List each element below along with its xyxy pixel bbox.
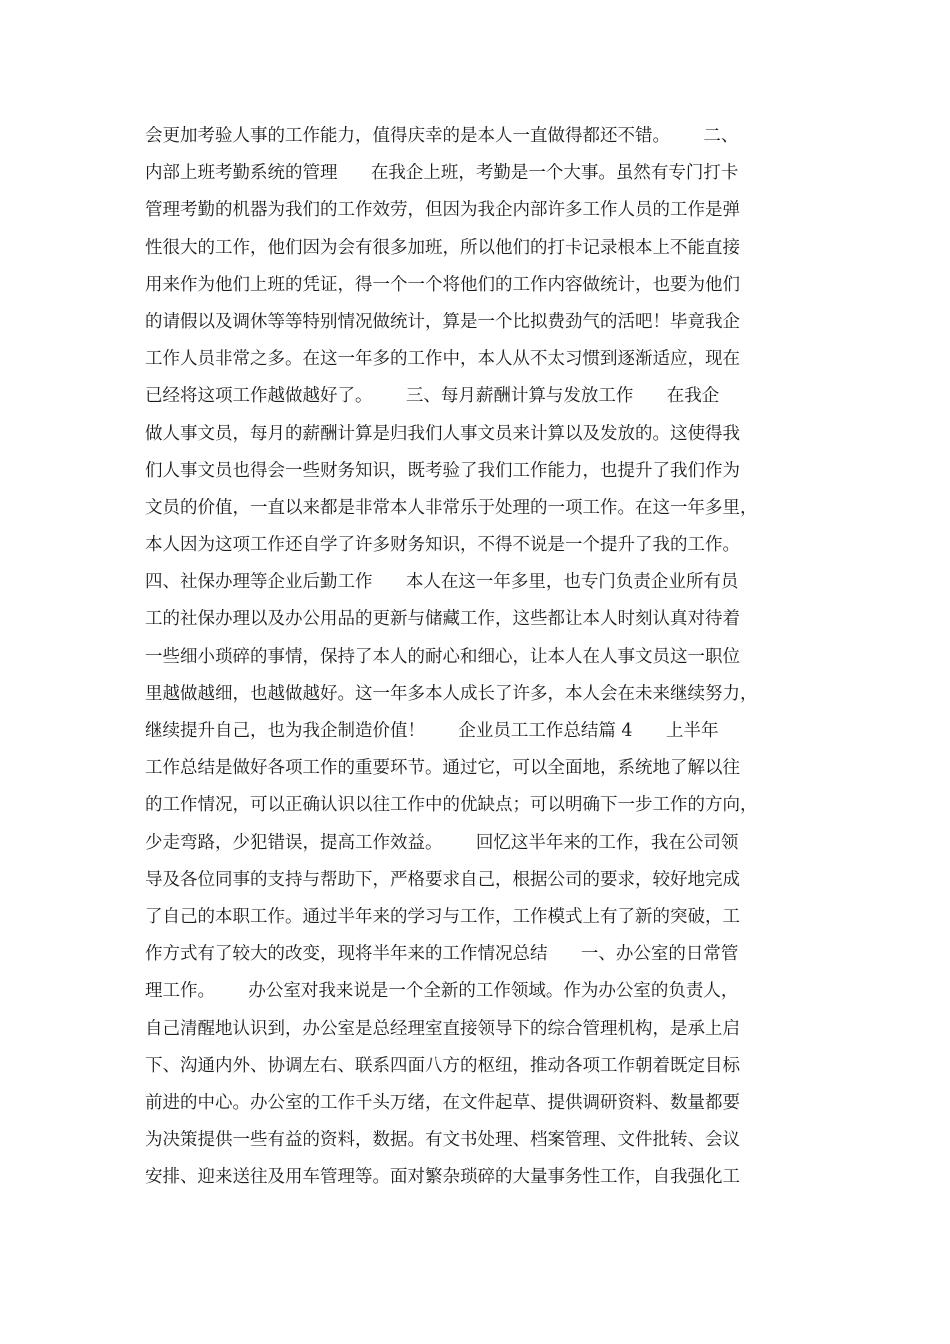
text-line: 做人事文员，每月的薪酬计算是归我们人事文员来计算以及发放的。这使得我 [145,423,740,444]
text-line: 导及各位同事的支持与帮助下，严格要求自己，根据公司的要求，较好地完成 [145,869,740,890]
text-line: 下、沟通内外、协调左右、联系四面八方的枢纽，推动各项工作朝着既定目标 [145,1055,740,1076]
text-line: 用来作为他们上班的凭证，得一个一个将他们的工作内容做统计，也要为他们 [145,274,740,295]
text-line: 的请假以及调休等等特别情况做统计，算是一个比拟费劲气的活吧！毕竟我企 [145,311,740,332]
text-line: 四、社保办理等企业后勤工作 本人在这一年多里，也专门负责企业所有员 [145,572,739,593]
text-line: 本人因为这项工作还自学了许多财务知识，不得不说是一个提升了我的工作。 [145,535,740,556]
text-line: 为决策提供一些有益的资料，数据。有文书处理、档案管理、文件批转、会议 [145,1130,740,1151]
text-line: 们人事文员也得会一些财务知识，既考验了我们工作能力，也提升了我们作为 [145,460,740,481]
text-line: 安排、迎来送往及用车管理等。面对繁杂琐碎的大量事务性工作，自我强化工 [145,1167,740,1188]
text-line: 内部上班考勤系统的管理 在我企上班，考勤是一个大事。虽然有专门打卡 [145,163,739,184]
text-line: 继续提升自己，也为我企制造价值！ 企业员工工作总结篇 4 上半年 [145,721,719,741]
text-line: 少走弯路，少犯错误，提高工作效益。 回忆这半年来的工作，我在公司领 [145,832,739,853]
text-line: 性很大的工作，他们因为会有很多加班，所以他们的打卡记录根本上不能直接 [145,237,740,258]
text-line: 里越做越细，也越做越好。这一年多本人成长了许多，本人会在未来继续努力， [145,683,758,704]
text-line: 工作人员非常之多。在这一年多的工作中，本人从不太习惯到逐渐适应，现在 [145,349,740,370]
text-line: 会更加考验人事的工作能力，值得庆幸的是本人一直做得都还不错。 二、 [145,126,739,146]
text-line: 前进的中心。办公室的工作千头万绪，在文件起草、提供调研资料、数量都要 [145,1092,740,1113]
text-line: 已经将这项工作越做越好了。 三、每月薪酬计算与发放工作 在我企 [145,386,720,407]
body-text [145,118,825,1196]
text-line: 工作总结是做好各项工作的重要环节。通过它，可以全面地，系统地了解以往 [145,758,740,779]
text-line: 文员的价值，一直以来都是非常本人非常乐于处理的一项工作。在这一年多里， [145,497,758,518]
text-line: 自己清醒地认识到，办公室是总经理室直接领导下的综合管理机构，是承上启 [145,1018,740,1039]
text-line: 理工作。 办公室对我来说是一个全新的工作领域。作为办公室的负责人， [145,981,739,1002]
text-line: 工的社保办理以及办公用品的更新与储藏工作，这些都让本人时刻认真对待着 [145,609,740,630]
text-line: 作方式有了较大的改变，现将半年来的工作情况总结 一、办公室的日常管 [145,944,739,965]
text-line: 的工作情况，可以正确认识以往工作中的优缺点；可以明确下一步工作的方向， [145,795,758,816]
text-line: 一些细小琐碎的事情，保持了本人的耐心和细心，让本人在人事文员这一职位 [145,646,740,667]
text-line: 了自己的本职工作。通过半年来的学习与工作，工作模式上有了新的突破，工 [145,906,740,927]
text-line: 管理考勤的机器为我们的工作效劳，但因为我企内部许多工作人员的工作是弹 [145,200,740,221]
